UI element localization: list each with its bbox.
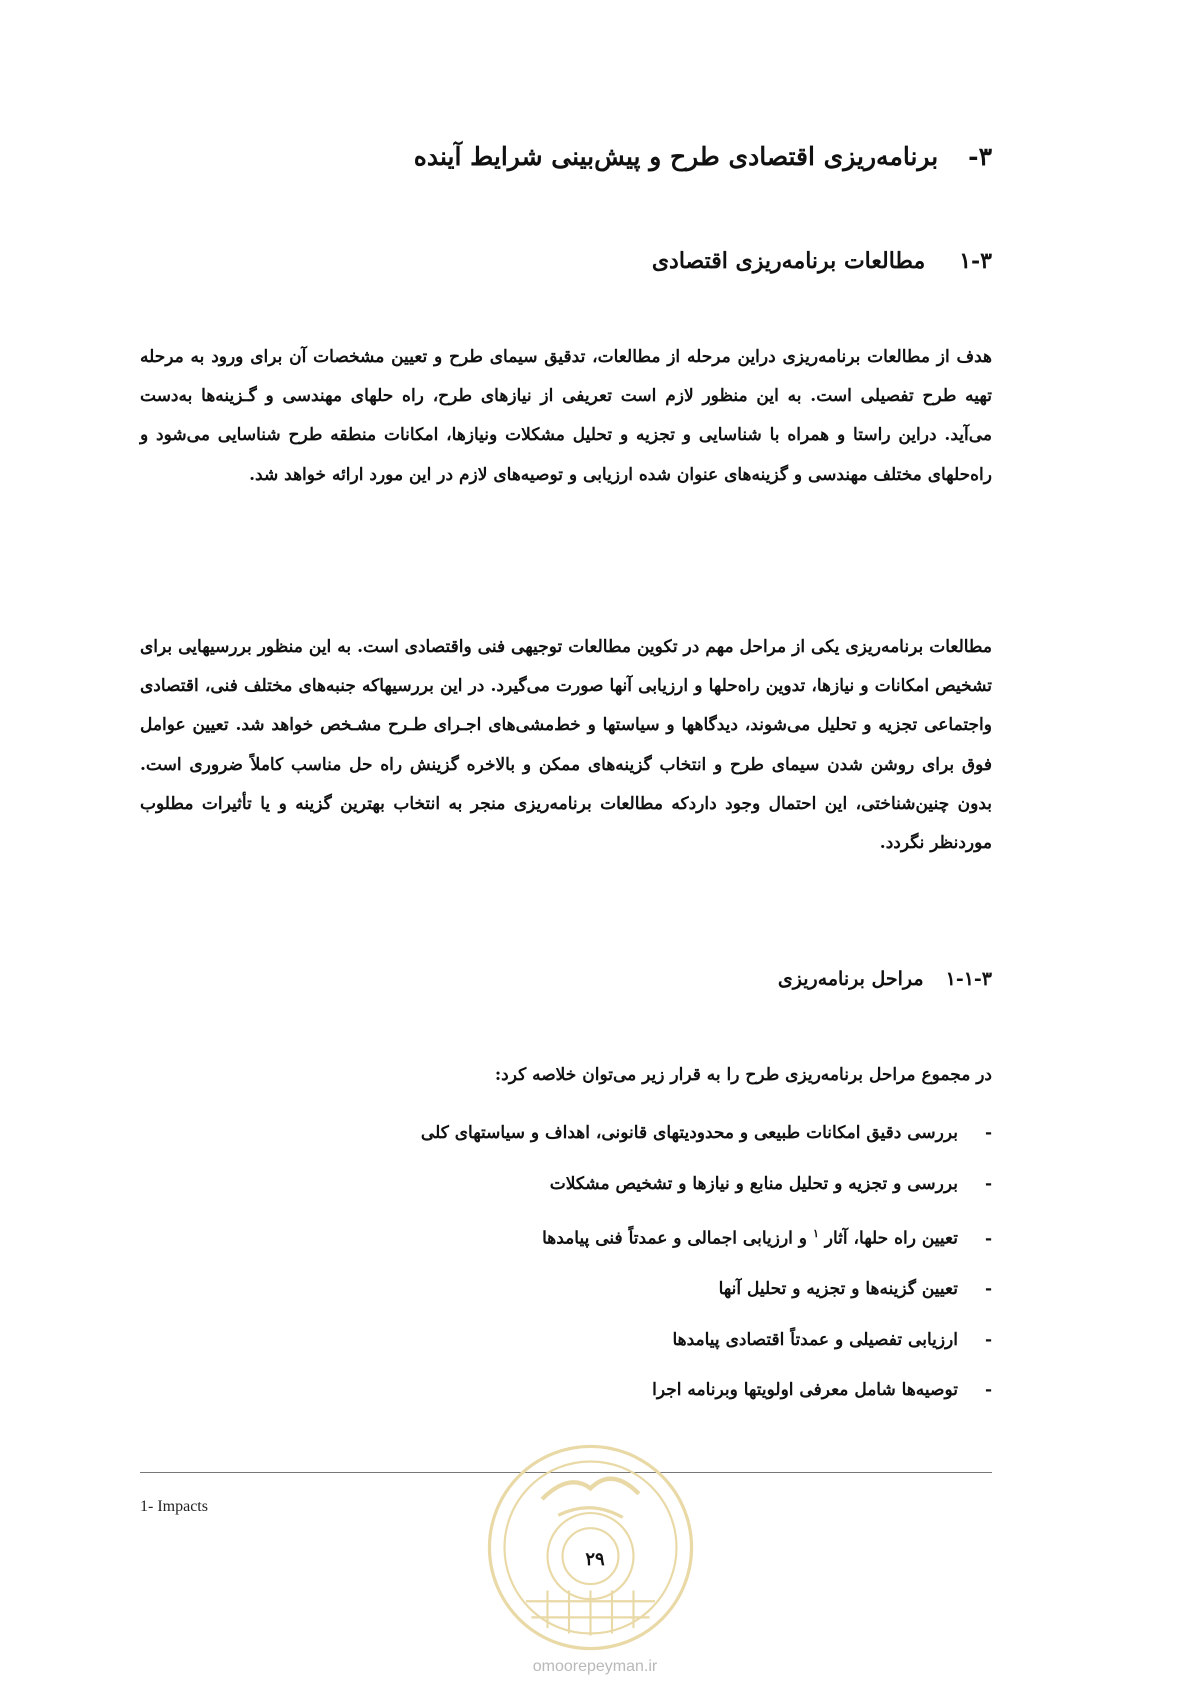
- subsubsection-heading: [778, 968, 992, 990]
- subsubsection-title: مراحل برنامه‌ریزی: [777, 968, 924, 990]
- planning-steps-list: [421, 1108, 992, 1416]
- footnote: 1- Impacts: [140, 1498, 208, 1515]
- subsection-number: ۱-۳: [959, 248, 992, 274]
- list-intro: در مجموع مراحل برنامه‌ریزی طرح را به قرار زیر می‌توان خلاصه کرد:: [494, 1065, 992, 1085]
- list-item-text: تعیین گزینه‌ها و تجزیه و تحلیل آنها: [718, 1279, 958, 1300]
- section-title: برنامه‌ریزی اقتصادی طرح و پیش‌بینی شرایط آینده: [413, 142, 939, 171]
- paragraph-1: هدف از مطالعات برنامه‌ریزی دراین مرحله از مطالعات، تدقیق سیمای طرح و تعیین مشخصات آن برای ورود به مرحله تهیه طرح تفصیلی است. به این منظور لازم است تعریفی از نیازهای طرح، راه حلهای مهندسی و گـزینه‌ها به‌دست می‌آید. دراین راستا و همراه با شناسایی و تجزیه و تحلیل مشکلات ونیازها، امکانات منطقه طرح شناسایی می‌شود و راه‌حلهای مختلف مهندسی و گزینه‌های عنوان شده ارزیابی و توصیه‌های لازم در این مورد ارائه خواهد شد.: [140, 347, 992, 485]
- list-item: [421, 1209, 992, 1264]
- list-marker: -: [984, 1380, 992, 1401]
- list-item: [421, 1108, 992, 1159]
- list-item: [421, 1159, 992, 1210]
- list-item-text: توصیه‌ها شامل معرفی اولویتها وبرنامه اجرا: [652, 1380, 958, 1401]
- list-item-text: و ارزیابی اجمالی و عمدتاً فنی پیامدها: [542, 1228, 808, 1249]
- footnote-ref: ۱: [812, 1227, 819, 1240]
- watermark-text: omoorepeyman.ir: [532, 1658, 658, 1675]
- list-marker: -: [984, 1173, 992, 1194]
- list-item-text: ارزیابی تفصیلی و عمدتاً اقتصادی پیامدها: [672, 1329, 958, 1350]
- paragraph-2: مطالعات برنامه‌ریزی یکی از مراحل مهم در تکوین مطالعات توجیهی فنی واقتصادی است. به این منظور بررسیهایی برای تشخیص امکانات و نیازها، تدوین راه‌حلها و ارزیابی آنها صورت می‌گیرد. در این بررسیهاکه جنبه‌های مختلف فنی، اقتصادی واجتماعی تجزیه و تحلیل می‌شوند، دیدگاهها و سیاستها و خط‌مشی‌های اجـرای طـرح مشـخص خواهد شد. تعیین عوامل فوق برای روشن شدن سیمای طرح و انتخاب گزینه‌های ممکن و بالاخره گزینش راه حل مناسب کاملاً ضروری است. بدون چنین‌شناختی، این احتمال وجود داردکه مطالعات برنامه‌ریزی منجر به انتخاب بهترین گزینه و یا تأثیرات مطلوب موردنظر نگردد.: [140, 637, 992, 854]
- list-item-text: تعیین راه حلها، آثار: [824, 1228, 958, 1249]
- list-marker: -: [984, 1279, 992, 1300]
- seal-watermark-icon: [483, 1440, 698, 1655]
- page-number: ۲۹: [585, 1549, 605, 1570]
- list-item-text: بررسی و تجزیه و تحلیل منابع و نیازها و تشخیص مشکلات: [549, 1173, 958, 1194]
- list-item: [421, 1264, 992, 1315]
- section-heading: [414, 142, 992, 171]
- list-item: [421, 1365, 992, 1416]
- subsubsection-number: ۱-۱-۳: [945, 968, 992, 990]
- subsection-heading: [652, 248, 992, 274]
- section-number: ۳-: [968, 142, 992, 171]
- list-item: [421, 1315, 992, 1366]
- subsection-title: مطالعات برنامه‌ریزی اقتصادی: [651, 248, 926, 274]
- list-item-text: بررسی دقیق امکانات طبیعی و محدودیتهای قانونی، اهداف و سیاستهای کلی: [420, 1123, 958, 1143]
- list-marker: -: [984, 1329, 992, 1350]
- list-marker: -: [984, 1123, 992, 1143]
- list-marker: -: [984, 1228, 992, 1249]
